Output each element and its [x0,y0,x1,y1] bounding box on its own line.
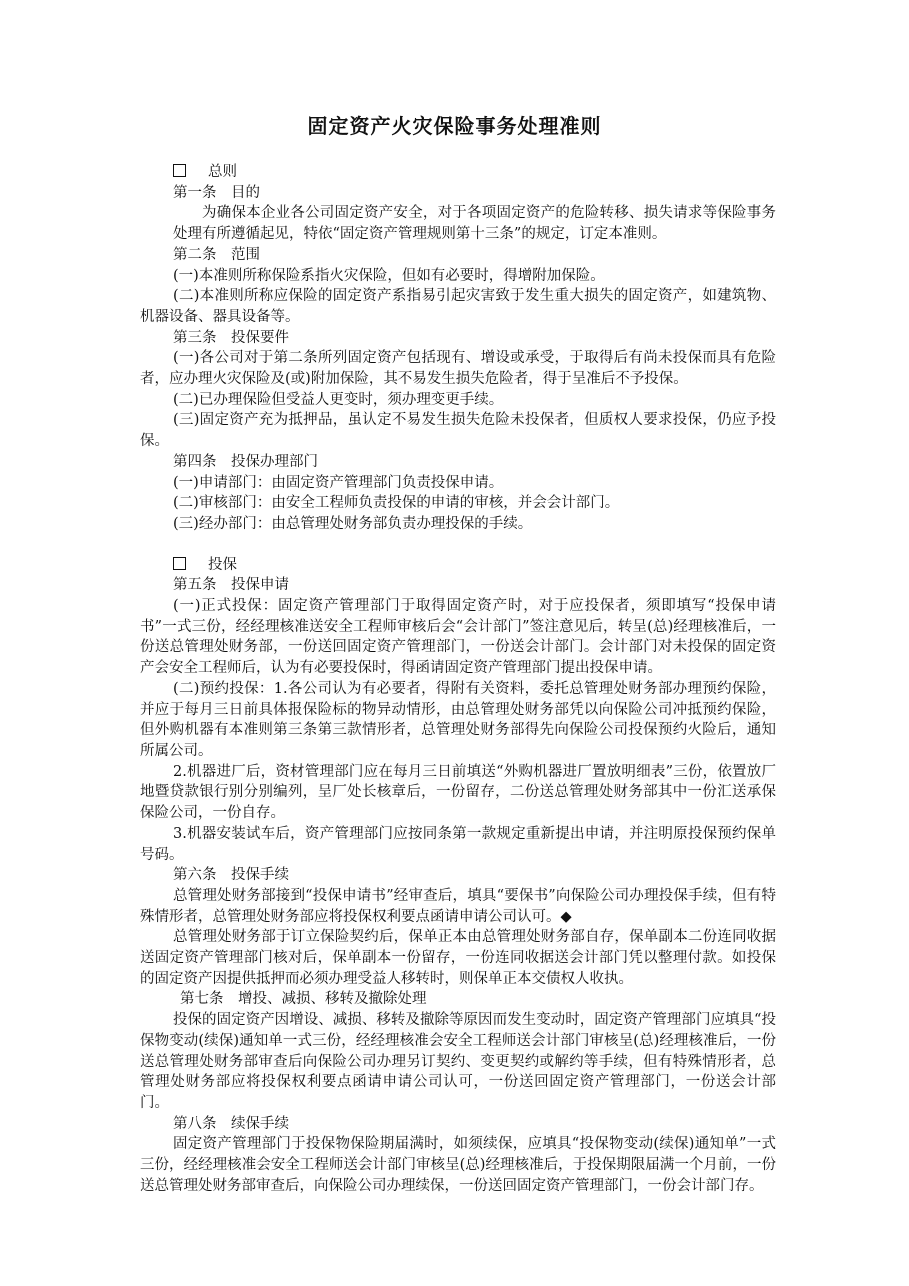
article-2-item-1: (一)本准则所称保险系指火灾保险，但如有必要时，得增附加保险。 [173,267,605,284]
document-body [140,162,776,1196]
article-4-item-2: (二)审核部门：由安全工程师负责投保的申请的审核，并会会计部门。 [173,495,620,512]
article-6-para-2: 总管理处财务部于订立保险契约后，保单正本由总管理处财务部自存，保单副本二份连同收据送固定资产管理部门核对后，保单副本一份留存，一份连同收据送会计部门凭以整理付款。如投保的固定资产因提供抵押而必须办理受益人移转时，则保单正本交债权人收执。 [140,929,776,987]
article-3-item-2: (二)已办理保险但受益人更变时，须办理变更手续。 [173,391,504,408]
article-5-item-4: 3.机器安装试车后，资产管理部门应按同条第一款规定重新提出申请，并注明原投保预约保单号码。 [140,825,776,863]
article-5-item-2: (二)预约投保：1.各公司认为有必要者，得附有关资料，委托总管理处财务部办理预约保险，并应于每月三日前具体报保险标的物异动情形，由总管理处财务部凭以向保险公司冲抵预约保险，但外购机器有本准则第三条第三款情形者，总管理处财务部得先向保险公司投保预约火险后，通知所属公司。 [140,680,776,759]
article-3-heading: 第三条 投保要件 [173,329,289,346]
article-1-text: 为确保本企业各公司固定资产安全，对于各项固定资产的危险转移、损失请求等保险事务处理有所遵循起见，特依“固定资产管理规则第十三条”的规定，订定本准则。 [173,205,776,243]
article-5-item-3: 2.机器进厂后，资材管理部门应在每月三日前填送“外购机器进厂置放明细表”三份，依置放厂地暨贷款银行别分别编列，呈厂处长核章后，一份留存，二份送总管理处财务部其中一份汇送承保保险公司，一份自存。 [140,763,776,822]
section-heading-general: 总则 [140,162,776,183]
article-8-heading: 第八条 续保手续 [173,1115,289,1132]
section-gap [140,535,776,555]
article-4-item-3: (三)经办部门：由总管理处财务部负责办理投保的手续。 [173,515,533,532]
article-5-heading: 第五条 投保申请 [173,577,289,594]
article-2-heading: 第二条 范围 [173,246,260,263]
article-5-item-1: (一)正式投保：固定资产管理部门于取得固定资产时，对于应投保者，须即填写“投保申请书”一式三份，经经理核准送安全工程师审核后会“会计部门”签注意见后，转呈(总)经理核准后，一份送总管理处财务部，一份送回固定资产管理部门，一份送会计部门。会计部门对未投保的固定资产会安全工程师后，认为有必要投保时，得函请固定资产管理部门提出投保申请。 [140,598,776,677]
article-7-heading: 第七条 增投、减损、移转及撤除处理 [180,991,427,1008]
article-2-item-2: (二)本准则所称应保险的固定资产系指易引起灾害致于发生重大损失的固定资产，如建筑物、机器设备、器具设备等。 [140,288,776,325]
article-6-para-1: 总管理处财务部接到“投保申请书”经审查后，填具“要保书”向保险公司办理投保手续，但有特殊情形者，总管理处财务部应将投保权利要点函请申请公司认可。◆ [140,887,776,925]
article-4-item-1: (一)申请部门：由固定资产管理部门负责投保申请。 [173,474,504,491]
article-3-item-3: (三)固定资产充为抵押品，虽认定不易发生损失危险未投保者，但质权人要求投保，仍应予投保。 [140,412,776,450]
checkbox-icon [173,164,186,177]
article-8-para: 固定资产管理部门于投保物保险期届满时，如须续保，应填具“投保物变动(续保)通知单”一式三份，经经理核准会安全工程师送会计部门审核呈(总)经理核准后，于投保期限届满一个月前，一份送总管理处财务部审查后，向保险公司办理续保，一份送回固定资产管理部门，一份会计部门存。 [140,1136,776,1194]
article-7-para: 投保的固定资产因增设、减损、移转及撤除等原因而发生变动时，固定资产管理部门应填具“投保物变动(续保)通知单一式三份，经经理核准会安全工程师送会计部门审核呈(总)经理核准后，一份送总管理处财务部审查后向保险公司办理另订契约、变更契约或解约等手续，但有特殊情形者，总管理处财务部应将投保权利要点函请申请公司认可，一份送回固定资产管理部门，一份送会计部门。 [140,1012,776,1111]
article-6-heading: 第六条 投保手续 [173,867,289,884]
article-3-item-1: (一)各公司对于第二条所列固定资产包括现有、增设或承受，于取得后有尚未投保而具有危险者，应办理火灾保险及(或)附加保险，其不易发生损失危险者，得于呈准后不予投保。 [140,350,776,388]
checkbox-icon [173,557,186,570]
article-4-heading: 第四条 投保办理部门 [173,453,318,470]
section-heading-insure: 投保 [140,555,776,576]
article-1-heading: 第一条 目的 [173,184,260,201]
document-title: 固定资产火灾保险事务处理准则 [307,114,602,138]
